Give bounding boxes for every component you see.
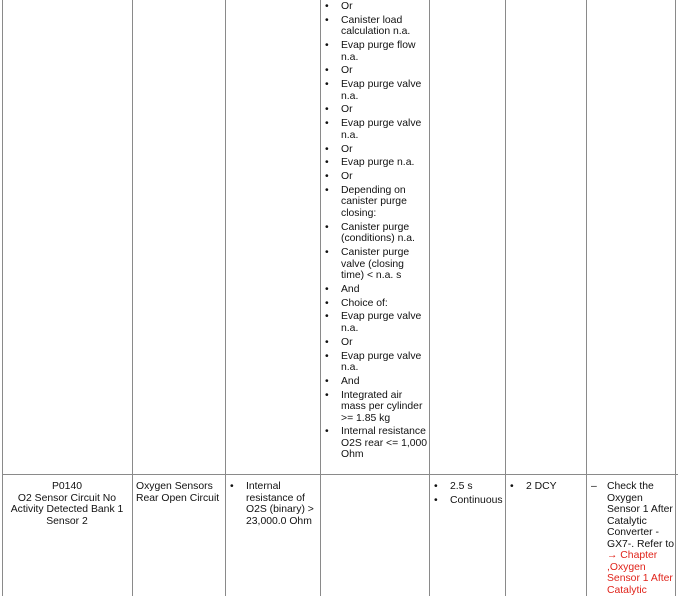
check-cell xyxy=(588,481,675,596)
list-item xyxy=(322,104,428,116)
column-divider-3 xyxy=(320,0,321,596)
list-item xyxy=(431,481,505,493)
list-item xyxy=(322,390,428,425)
list-item xyxy=(322,171,428,183)
list-item xyxy=(322,40,428,63)
list-item xyxy=(322,351,428,374)
mil-illumination: 2 DCY xyxy=(526,481,557,492)
time-required-cell xyxy=(431,481,505,506)
bullet-icon: • xyxy=(325,171,329,183)
list-item xyxy=(322,298,428,310)
component-cell xyxy=(136,481,224,504)
dtc-description: O2 Sensor Circuit No Activity Detected Bank 1 Sensor 2 xyxy=(10,492,124,527)
bullet-icon: • xyxy=(325,79,329,91)
condition-text: Canister purge valve (closing time) < n.a. s xyxy=(341,247,410,282)
dtc-code: P0140 xyxy=(51,481,83,492)
table-border-right xyxy=(675,0,676,596)
bullet-icon: • xyxy=(325,40,329,52)
row-divider xyxy=(2,474,678,475)
bullet-icon: • xyxy=(325,157,329,169)
list-item xyxy=(322,337,428,349)
mil-cell xyxy=(507,481,585,493)
bullet-icon: • xyxy=(325,14,329,26)
list-item xyxy=(322,426,428,461)
list-item xyxy=(431,495,505,507)
link-arrow-icon[interactable]: → xyxy=(607,550,618,561)
table-border-left xyxy=(2,0,3,596)
enable-conditions-list xyxy=(322,1,428,463)
condition-text: Depending on canister purge closing: xyxy=(341,184,407,219)
dash-icon: – xyxy=(591,481,597,492)
list-item xyxy=(322,247,428,282)
list-item xyxy=(322,376,428,388)
check-instruction: Check the Oxygen Sensor 1 After Catalytic Converter - GX7-. Refer to xyxy=(607,481,674,550)
condition-text: Or xyxy=(341,104,353,116)
column-divider-1 xyxy=(132,0,133,596)
bullet-icon: • xyxy=(325,311,329,323)
list-item xyxy=(322,311,428,334)
condition-text: Evap purge valve n.a. xyxy=(341,118,422,141)
list-item xyxy=(322,144,428,156)
list-item xyxy=(322,157,428,169)
list-item xyxy=(588,481,675,596)
bullet-icon: • xyxy=(325,143,329,155)
list-item xyxy=(322,79,428,102)
column-divider-6 xyxy=(586,0,587,596)
list-item xyxy=(507,481,585,493)
bullet-icon: • xyxy=(325,65,329,77)
bullet-icon: • xyxy=(325,297,329,309)
condition-text: Integrated air mass per cylinder >= 1.85 kg xyxy=(341,389,423,424)
condition-text: And xyxy=(341,283,360,295)
list-item xyxy=(322,222,428,245)
chapter-link[interactable]: Chapter ,Oxygen Sensor 1 After Catalytic xyxy=(607,550,673,596)
condition-text: Evap purge valve n.a. xyxy=(341,350,422,374)
bullet-icon: • xyxy=(325,1,329,12)
list-item xyxy=(322,65,428,77)
bullet-icon: • xyxy=(325,184,329,196)
time-required-value: Continuous xyxy=(450,494,503,506)
condition-text: Evap purge n.a. xyxy=(341,157,415,169)
dtc-cell xyxy=(4,481,130,527)
malfunction-criteria: Internal resistance of O2S (binary) > 23,000.0 Ohm xyxy=(246,481,314,527)
bullet-icon: • xyxy=(325,283,329,295)
bullet-icon: • xyxy=(325,221,329,233)
condition-text: Or xyxy=(341,171,353,183)
list-item xyxy=(322,185,428,220)
bullet-icon: • xyxy=(325,104,329,116)
condition-text: Evap purge valve n.a. xyxy=(341,311,422,334)
condition-text: And xyxy=(341,375,360,387)
bullet-icon: • xyxy=(325,350,329,362)
bullet-icon: • xyxy=(325,247,329,259)
list-item xyxy=(322,1,428,13)
list-item xyxy=(322,284,428,296)
condition-text: Or xyxy=(341,65,353,77)
condition-text: Internal resistance O2S rear <= 1,000 Ohm xyxy=(341,426,428,461)
list-item xyxy=(322,118,428,141)
column-divider-2 xyxy=(225,0,226,596)
bullet-icon: • xyxy=(434,494,438,506)
bullet-icon: • xyxy=(325,389,329,401)
malfunction-criteria-cell xyxy=(227,481,319,527)
bullet-icon: • xyxy=(230,481,234,492)
condition-text: Or xyxy=(341,1,353,12)
list-item xyxy=(227,481,319,527)
column-divider-4 xyxy=(429,0,430,596)
condition-text: Canister load calculation n.a. xyxy=(341,14,411,38)
condition-text: Canister purge (conditions) n.a. xyxy=(341,221,415,245)
condition-text: Or xyxy=(341,143,353,155)
condition-text: Choice of: xyxy=(341,297,388,309)
bullet-icon: • xyxy=(325,375,329,387)
condition-text: Evap purge valve n.a. xyxy=(341,79,422,102)
bullet-icon: • xyxy=(434,481,438,492)
bullet-icon: • xyxy=(325,336,329,348)
bullet-icon: • xyxy=(325,426,329,438)
list-item xyxy=(322,15,428,38)
condition-text: Or xyxy=(341,336,353,348)
condition-text: Evap purge flow n.a. xyxy=(341,40,416,63)
bullet-icon: • xyxy=(510,481,514,492)
bullet-icon: • xyxy=(325,118,329,130)
component-name: Oxygen Sensors Rear Open Circuit xyxy=(136,481,220,504)
column-divider-5 xyxy=(505,0,506,596)
time-required-value: 2.5 s xyxy=(450,481,473,492)
